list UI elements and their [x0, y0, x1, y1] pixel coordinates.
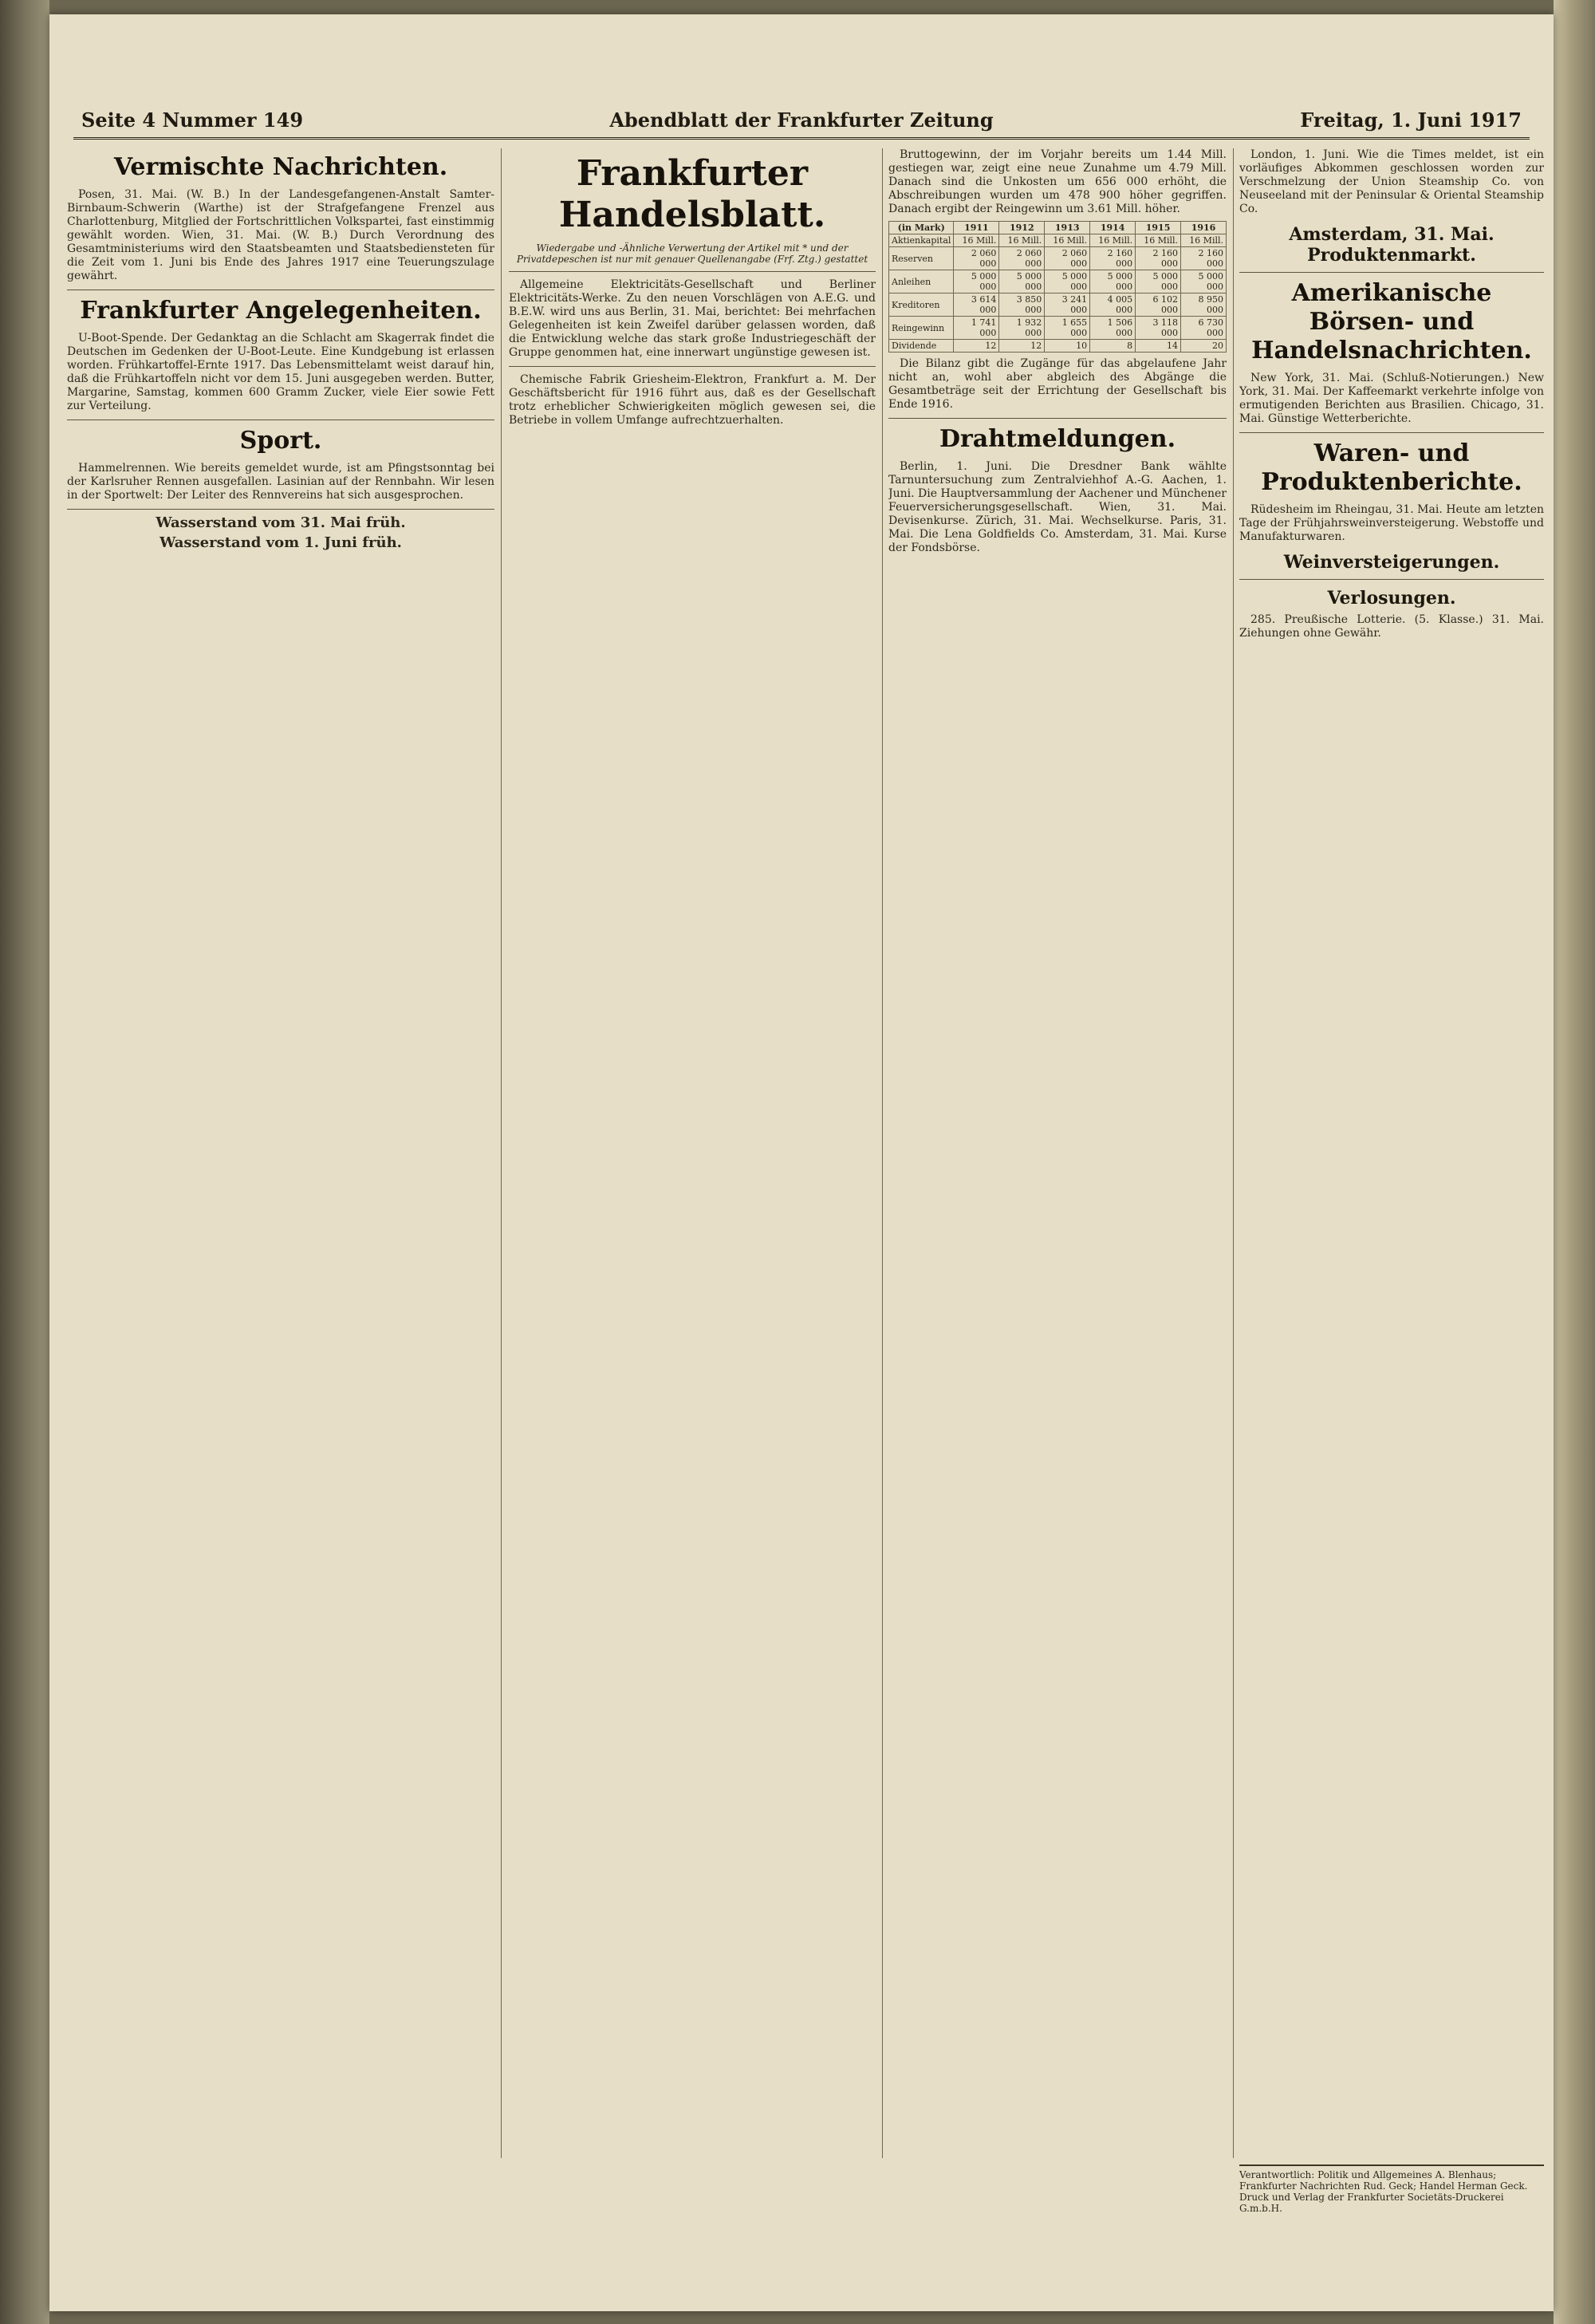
- water-level-title-2: Wasserstand vom 1. Juni früh.: [160, 534, 402, 551]
- section-title-mixed-news: Vermischte Nachrichten.: [113, 153, 448, 181]
- table-cell: 16 Mill.: [1181, 234, 1227, 247]
- header-issue: Seite 4 Nummer 149: [81, 108, 304, 132]
- column-1: [67, 148, 494, 2158]
- water-level-title-1: Wasserstand vom 31. Mai früh.: [156, 514, 406, 531]
- table-cell: 3 614 000: [954, 293, 999, 317]
- table-row: [889, 270, 1227, 293]
- table-row: [889, 317, 1227, 340]
- table-cell: 5 000 000: [1090, 270, 1136, 293]
- divider: [509, 271, 876, 272]
- table-header-cell: 1916: [1181, 222, 1227, 234]
- article-text: 285. Preußische Lotterie. (5. Klasse.) 31. Mai. Ziehungen ohne Gewähr.: [1239, 613, 1544, 640]
- imprint: Verantwortlich: Politik und Allgemeines A. Blenhaus; Frankfurter Nachrichten Rud. Geck; Handel Herman Geck. Druck und Verlag der Frankfurter Societäts-Druckerei G.m.b.H.: [1239, 2164, 1544, 2217]
- table-cell: 5 000 000: [1136, 270, 1181, 293]
- article-text: U-Boot-Spende. Der Gedanktag an die Schlacht am Skagerrak findet die Deutschen im Gedenken der U-Boot-Leute. Eine Kundgebung ist erlassen worden. Frühkartoffel-Ernte 1917. Das Lebensmittelamt weist darauf hin, daß die Frühkartoffeln nicht vor dem 15. Juni ausgegeben werden. Butter, Margarine, Samstag, kommen 600 Gramm Zucker, viele Eier sowie Fett zur Verteilung.: [67, 332, 494, 412]
- table-cell: 14: [1136, 340, 1181, 353]
- table-cell: 4 005 000: [1090, 293, 1136, 317]
- table-cell: Aktienkapital: [889, 234, 954, 247]
- article-text: Berlin, 1. Juni. Die Dresdner Bank wählte Tarnuntersuchung zum Zentralviehhof A.-G. Aachen, 1. Juni. Die Hauptversammlung der Aachener und Münchener Feuerversicherungsgesellschaft. Wien, 31. Mai. Devisenkurse. Zürich, 31. Mai. Wechselkurse. Paris, 31. Mai. Die Lena Goldfields Co. Amsterdam, 31. Mai. Kurse der Fondsbörse.: [888, 460, 1227, 554]
- table-cell: 6 730 000: [1181, 317, 1227, 340]
- article-text: Die Bilanz gibt die Zugänge für das abgelaufene Jahr nicht an, wohl aber abgleich des Abgänge die Gesamtbeträge seit der Errichtung der Gesellschaft bis Ende 1916.: [888, 357, 1227, 411]
- table-cell: 1 741 000: [954, 317, 999, 340]
- table-cell: 12: [999, 340, 1045, 353]
- page-header: [73, 104, 1530, 140]
- table-cell: 2 160 000: [1136, 247, 1181, 270]
- table-cell: Anleihen: [889, 270, 954, 293]
- table-cell: 1 655 000: [1045, 317, 1090, 340]
- column-rule: [882, 148, 883, 2158]
- table-cell: 8: [1090, 340, 1136, 353]
- table-cell: 16 Mill.: [1045, 234, 1090, 247]
- table-row: [889, 234, 1227, 247]
- article-text: Rüdesheim im Rheingau, 31. Mai. Heute am letzten Tage der Frühjahrsweinversteigerung. Webstoffe und Manufakturwaren.: [1239, 503, 1544, 543]
- newspaper-page: [49, 14, 1554, 2311]
- table-cell: 10: [1045, 340, 1090, 353]
- table-cell: 2 060 000: [1045, 247, 1090, 270]
- table-header-cell: 1914: [1090, 222, 1136, 234]
- table-cell: Kreditoren: [889, 293, 954, 317]
- table-header-cell: 1911: [954, 222, 999, 234]
- column-4: [1239, 148, 1544, 2158]
- table-cell: 1 506 000: [1090, 317, 1136, 340]
- table-cell: 2 160 000: [1181, 247, 1227, 270]
- reprint-notice: Wiedergabe und -Ähnliche Verwertung der Artikel mit * und der Privatdepeschen ist nur mit genauer Quellenangabe (Frf. Ztg.) gestattet: [516, 242, 868, 265]
- table-cell: 3 118 000: [1136, 317, 1181, 340]
- table-cell: 3 850 000: [999, 293, 1045, 317]
- article-text: Hammelrennen. Wie bereits gemeldet wurde, ist am Pfingstsonntag bei der Karlsruher Rennen ausgefallen. Lasinian auf der Rennbahn. Wir lesen in der Sportwelt: Der Leiter des Rennvereins hat sich ausgesprochen.: [67, 462, 494, 502]
- table-cell: 5 000 000: [999, 270, 1045, 293]
- table-header-row: [889, 222, 1227, 234]
- header-masthead: Abendblatt der Frankfurter Zeitung: [609, 108, 994, 132]
- section-title-wire: Drahtmeldungen.: [939, 425, 1176, 453]
- table-cell: Dividende: [889, 340, 954, 353]
- divider: [67, 509, 494, 510]
- table-cell: Reingewinn: [889, 317, 954, 340]
- table-row: [889, 340, 1227, 353]
- table-cell: Reserven: [889, 247, 954, 270]
- article-text: Bruttogewinn, der im Vorjahr bereits um 1.44 Mill. gestiegen war, zeigt eine neue Zunahme um 4.79 Mill. Danach sind die Unkosten um 656 000 erhöht, die Abschreibungen wurden um 478 900 höher gegriffen. Danach ergibt der Reingewinn um 3.61 Mill. höher.: [888, 148, 1227, 215]
- table-cell: 2 160 000: [1090, 247, 1136, 270]
- market-title: Amsterdam, 31. Mai. Produktenmarkt.: [1289, 224, 1495, 266]
- section-title-sport: Sport.: [239, 427, 322, 455]
- table-cell: 2 060 000: [954, 247, 999, 270]
- divider: [888, 418, 1227, 419]
- financial-table: [888, 221, 1227, 353]
- book-binding: [0, 0, 49, 2324]
- divider: [1239, 579, 1544, 580]
- table-cell: 16 Mill.: [1090, 234, 1136, 247]
- table-cell: 6 102 000: [1136, 293, 1181, 317]
- divider: [509, 366, 876, 367]
- table-cell: 16 Mill.: [1136, 234, 1181, 247]
- section-title-trade: Frankfurter Handelsblatt.: [558, 153, 826, 235]
- article-text: New York, 31. Mai. (Schluß-Notierungen.) New York, 31. Mai. Der Kaffeemarkt verkehrte infolge von ermutigenden Berichten aus Brasilien. Chicago, 31. Mai. Günstige Wetterberichte.: [1239, 372, 1544, 425]
- column-3: [888, 148, 1227, 2158]
- table-cell: 2 060 000: [999, 247, 1045, 270]
- column-rule: [501, 148, 502, 2158]
- table-header-cell: 1915: [1136, 222, 1181, 234]
- article-text: Chemische Fabrik Griesheim-Elektron, Frankfurt a. M. Der Geschäftsbericht für 1916 führt aus, daß es der Gesellschaft trotz erheblicher Schwierigkeiten möglich gewesen sei, die Betriebe in vollem Umfange aufrechtzuerhalten.: [509, 373, 876, 427]
- table-cell: 12: [954, 340, 999, 353]
- table-cell: 8 950 000: [1181, 293, 1227, 317]
- article-text: London, 1. Juni. Wie die Times meldet, ist ein vorläufiges Abkommen geschlossen worden zur Verschmelzung der Union Steamship Co. von Neuseeland mit der Peninsular & Oriental Steamship Co.: [1239, 148, 1544, 215]
- column-2: [509, 148, 876, 2158]
- section-title-goods: Waren- und Produktenberichte.: [1261, 439, 1522, 496]
- table-header-cell: 1913: [1045, 222, 1090, 234]
- article-text: Allgemeine Elektricitäts-Gesellschaft und Berliner Elektricitäts-Werke. Zu den neuen Vorschlägen von A.E.G. und B.E.W. wird uns aus Berlin, 31. Mai, berichtet: Bei mehrfachen Gelegenheiten ist kein Zweifel darüber gelassen worden, daß die Entwicklung welche das stark große Industriegeschäft der Gruppe genommen hat, eine innerwart ungünstige gewesen ist.: [509, 278, 876, 359]
- table-cell: 3 241 000: [1045, 293, 1090, 317]
- page-edge: [1554, 0, 1595, 2324]
- table-row: [889, 293, 1227, 317]
- table-header-cell: 1912: [999, 222, 1045, 234]
- section-title-american: Amerikanische Börsen- und Handelsnachrichten.: [1251, 279, 1532, 364]
- section-title-lottery: Verlosungen.: [1327, 588, 1456, 609]
- divider: [1239, 432, 1544, 433]
- section-title-frankfurt: Frankfurter Angelegenheiten.: [80, 297, 482, 325]
- table-row: [889, 247, 1227, 270]
- table-cell: 5 000 000: [1181, 270, 1227, 293]
- table-cell: 5 000 000: [954, 270, 999, 293]
- table-cell: 5 000 000: [1045, 270, 1090, 293]
- table-cell: 16 Mill.: [954, 234, 999, 247]
- table-cell: 1 932 000: [999, 317, 1045, 340]
- column-rule: [1233, 148, 1234, 2158]
- table-cell: 20: [1181, 340, 1227, 353]
- table-header-cell: (in Mark): [889, 222, 954, 234]
- section-title-wine: Weinversteigerungen.: [1283, 552, 1500, 573]
- header-date: Freitag, 1. Juni 1917: [1300, 108, 1522, 132]
- divider: [1239, 272, 1544, 273]
- article-text: Posen, 31. Mai. (W. B.) In der Landesgefangenen-Anstalt Samter-Birnbaum-Schwerin (Warthe) ist der Strafgefangene Frenzel aus Charlottenburg, Mitglied der Fortschrittlichen Volkspartei, fast einstimmig gewählt worden. Wien, 31. Mai. (W. B.) Durch Verordnung des Gesamtministeriums wird den Staatsbeamten und Staatsbediensteten für die Zeit vom 1. Juni bis Ende des Jahres 1917 eine Teuerungszulage gewährt.: [67, 188, 494, 282]
- table-cell: 16 Mill.: [999, 234, 1045, 247]
